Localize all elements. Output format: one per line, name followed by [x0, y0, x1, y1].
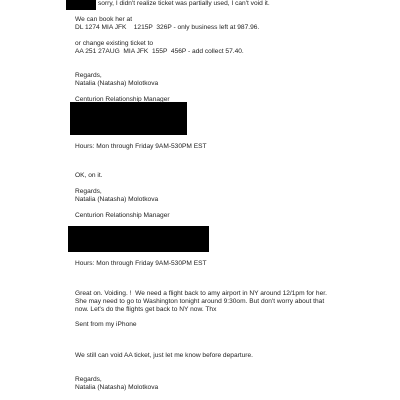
email-line: AA 251 27AUG MIA JFK 155P 456P - add collect 57.40. — [75, 48, 244, 55]
email-line: or change existing ticket to — [75, 40, 154, 47]
email-line: We still can void AA ticket, just let me know before departure. — [75, 352, 253, 359]
email-line: Centurion Relationship Manager — [75, 96, 170, 103]
email-line: now. Let's do the flights get back to NY now. Thx — [75, 306, 217, 313]
email-line: We can book her at — [75, 16, 133, 23]
email-line: Sent from my iPhone — [75, 321, 137, 328]
redaction-block-top — [66, 0, 96, 10]
email-line: sorry, I didn't realize ticket was partially used, I can't void it. — [98, 0, 270, 7]
email-line: Regards, — [75, 188, 102, 195]
email-line: Hours: Mon through Friday 9AM-530PM EST — [75, 260, 207, 267]
email-line: Natalia (Natasha) Molotkova — [75, 80, 159, 87]
email-line: Regards, — [75, 72, 102, 79]
email-line: Regards, — [75, 376, 102, 383]
email-line: She may need to go to Washington tonight around 9:30om. But don't worry about that — [75, 298, 325, 305]
redaction-block-signature-2 — [68, 226, 209, 252]
email-line: DL 1274 MIA JFK 1215P 326P - only business left at 987.96. — [75, 24, 260, 31]
email-line: OK, on it. — [75, 172, 103, 179]
email-line: Great on. Voiding. ! We need a flight back to amy airport in NY around 12/1pm for her. — [75, 290, 327, 297]
email-line: Natalia (Natasha) Molotkova — [75, 384, 159, 391]
email-line: Hours: Mon through Friday 9AM-530PM EST — [75, 143, 207, 150]
email-line: Natalia (Natasha) Molotkova — [75, 196, 159, 203]
redaction-block-signature-1 — [70, 102, 187, 135]
email-line: Centurion Relationship Manager — [75, 212, 170, 219]
